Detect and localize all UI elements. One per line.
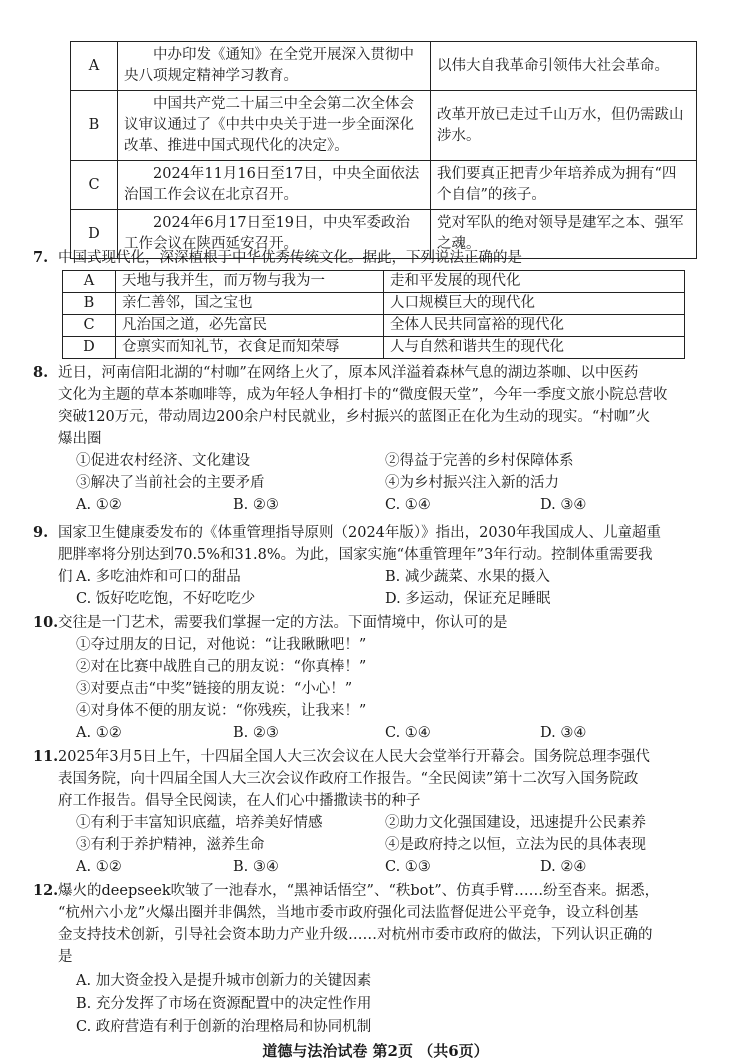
question-number: 12. [33, 882, 59, 899]
answer-choice-a: A. ①② [76, 725, 122, 741]
modernization-table [62, 270, 685, 359]
question-stem-line: 爆火的deepseek吹皱了一池春水，“黑神话悟空”、“秩bot”、仿真手臂……纷至杳来。据悉， [58, 883, 660, 899]
statement-option: ④是政府持之以恒，立法为民的具体表现 [385, 837, 646, 853]
option-letter: A [71, 42, 118, 91]
option-letter: D [71, 210, 118, 259]
table-row [71, 42, 697, 91]
answer-choice-d: D. ③④ [540, 725, 587, 741]
modernization-cell: 人口规模巨大的现代化 [384, 293, 685, 315]
page-footer: 道德与法治试卷 第2页 （共6页） [262, 1042, 489, 1060]
option-letter: D [63, 337, 116, 359]
question-number: 8. [33, 364, 49, 381]
question-stem-line: 府工作报告。倡导全民阅读，在人们心中播撒读书的种子 [58, 793, 421, 809]
event-cell: 中办印发《通知》在全党开展深入贯彻中央八项规定精神学习教育。 [118, 42, 431, 91]
question-stem-line: 爆出圈 [58, 431, 102, 447]
statement-option: ①有利于丰富知识底蕴，培养美好情感 [76, 815, 323, 831]
question-stem-line: 表国务院，向十四届全国人大三次会议作政府工作报告。“全民阅读”第十二次写入国务院政 [58, 771, 639, 787]
table-row [63, 293, 685, 315]
answer-choice-a: A. ①② [76, 859, 122, 875]
table-row [71, 161, 697, 210]
table-row [63, 271, 685, 293]
saying-cell: 党对军队的绝对领导是建军之本、强军之魂。 [431, 210, 697, 259]
option-letter: A [63, 271, 116, 293]
question-stem-line: 国家卫生健康委发布的《体重管理指导原则（2024年版）》指出，2030年我国成人、儿童超重 [58, 525, 662, 541]
answer-choice-c: C. ①④ [385, 725, 431, 741]
statement-option: ①促进农村经济、文化建设 [76, 453, 250, 469]
answer-choice-c: C. ①④ [385, 497, 431, 513]
statement-option: ②对在比赛中战胜自己的朋友说：“你真棒！” [76, 659, 367, 675]
statement-option: ②助力文化强国建设，迅速提升公民素养 [385, 815, 646, 831]
answer-choice-d: D. 多运动，保证充足睡眠 [385, 591, 551, 607]
question-number: 9. [33, 524, 49, 541]
answer-choice-b: B. 充分发挥了市场在资源配置中的决定性作用 [76, 996, 372, 1012]
question-stem-line: 文化为主题的草本茶咖啡等，成为年轻人争相打卡的“微度假天堂”，今年一季度文旅小院总营收 [58, 387, 668, 403]
answer-choice-b: B. 减少蔬菜、水果的摄入 [385, 569, 550, 585]
answer-choice-d: D. ②④ [540, 859, 587, 875]
answer-choice-a: A. ①② [76, 497, 122, 513]
table-row [71, 91, 697, 161]
option-letter: B [63, 293, 116, 315]
saying-cell: 以伟大自我革命引领伟大社会革命。 [431, 42, 697, 91]
modernization-cell: 人与自然和谐共生的现代化 [384, 337, 685, 359]
question-stem-line: 近日，河南信阳北湖的“村咖”在网络上火了，原本风洋溢着森林气息的湖边茶咖、以中医药 [58, 365, 639, 381]
question-stem-line: 是 [58, 949, 73, 965]
answer-choice-c: C. 饭好吃吃饱，不好吃吃少 [76, 591, 256, 607]
answer-choice-a: A. 多吃油炸和可口的甜品 [76, 569, 241, 585]
answer-choice-d: D. ③④ [540, 497, 587, 513]
quote-cell: 天地与我并生，而万物与我为一 [116, 271, 384, 293]
question-number: 11. [33, 748, 59, 765]
statement-option: ④为乡村振兴注入新的活力 [385, 475, 559, 491]
quote-cell: 仓禀实而知礼节，衣食足而知荣辱 [116, 337, 384, 359]
event-cell: 中国共产党二十届三中全会第二次全体会议审议通过了《中共中央关于进一步全面深化改革、推进中国式现代化的决定》。 [118, 91, 431, 161]
quote-cell: 亲仁善邻，国之宝也 [116, 293, 384, 315]
answer-choice-a: A. 加大资金投入是提升城市创新力的关键因素 [76, 973, 372, 989]
statement-option: ②得益于完善的乡村保障体系 [385, 453, 574, 469]
answer-choice-b: B. ②③ [233, 497, 279, 513]
saying-cell: 改革开放已走过千山万水，但仍需跋山涉水。 [431, 91, 697, 161]
option-letter: C [71, 161, 118, 210]
answer-choice-b: B. ③④ [233, 859, 279, 875]
table-row [63, 315, 685, 337]
answer-choice-c: C. 政府营造有利于创新的治理格局和协同机制 [76, 1019, 372, 1035]
statement-option: ④对身体不便的朋友说：“你残疾，让我来！” [76, 703, 367, 719]
option-letter: B [71, 91, 118, 161]
modernization-cell: 全体人民共同富裕的现代化 [384, 315, 685, 337]
question-stem: 中国式现代化，深深植根于中华优秀传统文化。据此，下列说法正确的是 [58, 250, 522, 266]
answer-choice-c: C. ①③ [385, 859, 431, 875]
question-stem-line: 突破120万元，带动周边200余户村民就业，乡村振兴的蓝图正在化为生动的现实。“村咖”火 [58, 409, 651, 425]
question-stem-line: “杭州六小龙”火爆出圈并非偶然，当地市委市政府强化司法监督促进公平竞争，设立科创基 [58, 905, 639, 921]
event-cell: 2024年11月16日至17日，中央全面依法治国工作会议在北京召开。 [118, 161, 431, 210]
question-stem-line: 肥胖率将分别达到70.5%和31.8%。为此，国家实施“体重管理年”3年行动。控制体重需要我 [58, 547, 653, 563]
modernization-cell: 走和平发展的现代化 [384, 271, 685, 293]
question-stem-line: 金支持技术创新，引导社会资本助力产业升级……对杭州市委市政府的做法，下列认识正确的 [58, 927, 653, 943]
statement-option: ③解决了当前社会的主要矛盾 [76, 475, 265, 491]
event-cell: 2024年6月17日至19日，中央军委政治工作会议在陕西延安召开。 [118, 210, 431, 259]
saying-cell: 我们要真正把青少年培养成为拥有“四个自信”的孩子。 [431, 161, 697, 210]
quote-cell: 凡治国之道，必先富民 [116, 315, 384, 337]
question-stem: 交往是一门艺术，需要我们掌握一定的方法。下面情境中，你认可的是 [58, 615, 508, 631]
option-letter: C [63, 315, 116, 337]
question-number: 7. [33, 249, 49, 266]
question-stem-line: 2025年3月5日上午，十四届全国人大三次会议在人民大会堂举行开幕会。国务院总理李强代 [58, 749, 650, 765]
event-saying-table [70, 41, 697, 259]
statement-option: ③有利于养护精神，滋养生命 [76, 837, 265, 853]
question-number: 10. [33, 614, 59, 631]
table-row [63, 337, 685, 359]
statement-option: ③对要点击“中奖”链接的朋友说：“小心！” [76, 681, 353, 697]
question-stem-line: 们 [58, 569, 73, 585]
statement-option: ①夺过朋友的日记，对他说：“让我瞅瞅吧！” [76, 637, 367, 653]
answer-choice-b: B. ②③ [233, 725, 279, 741]
